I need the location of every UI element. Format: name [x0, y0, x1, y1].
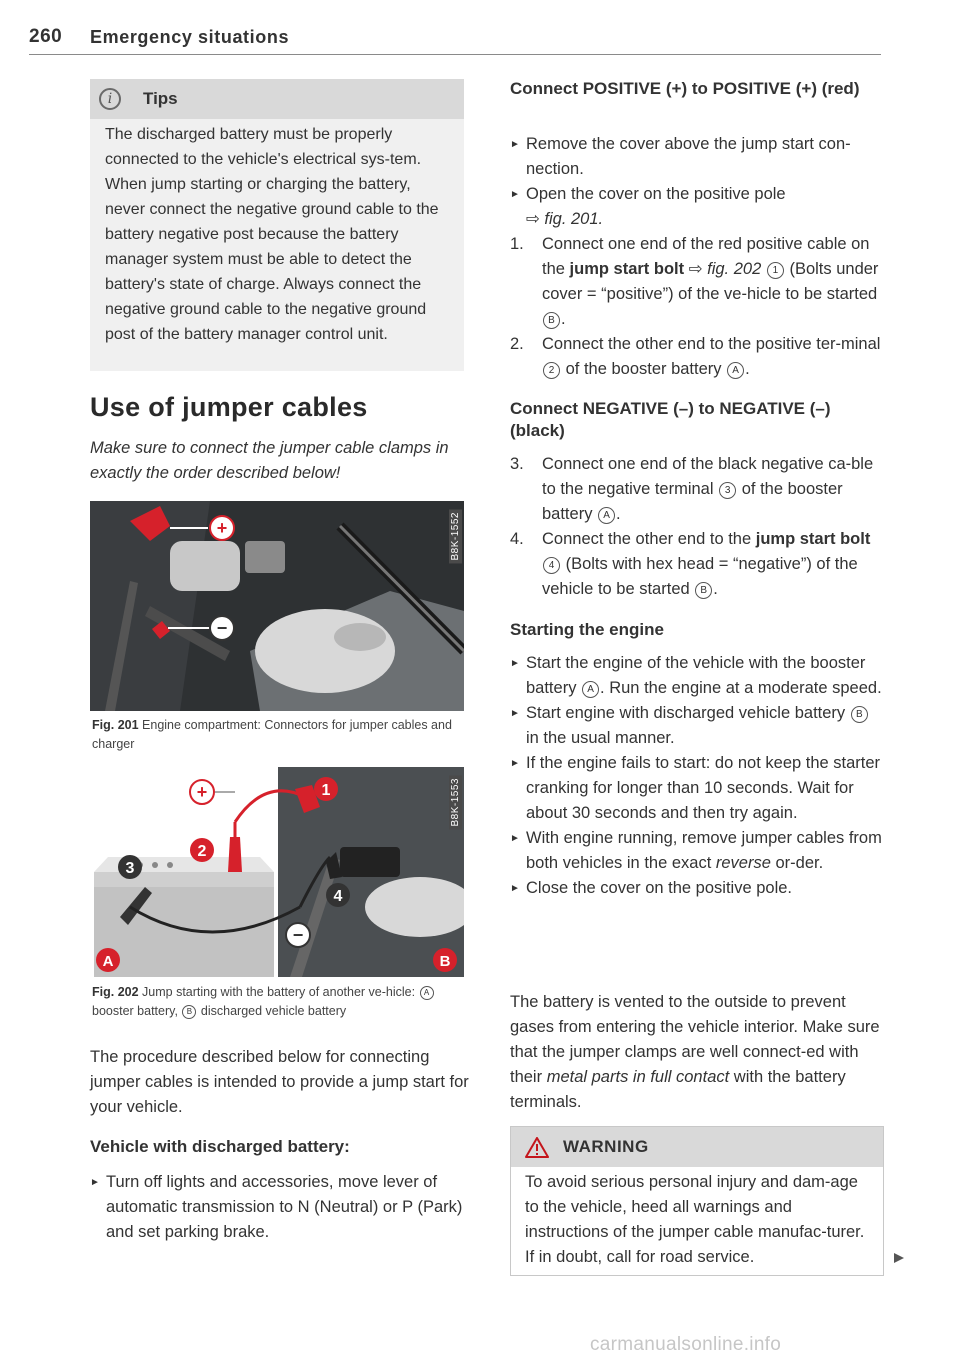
marker-3: 3	[125, 860, 135, 877]
list-item: ► Start engine with discharged vehicle battery B in the usual manner.	[510, 701, 882, 751]
warning-body: To avoid serious personal injury and dam-age to the vehicle, heed all warnings and instructions of the jumper cable manufac-turer. If in doubt, call for road service.	[525, 1173, 865, 1266]
callout-b: B	[182, 1005, 196, 1019]
figure-caption-text: discharged vehicle battery	[200, 1004, 347, 1018]
negative-list	[510, 452, 882, 602]
figure-201-caption	[92, 716, 462, 754]
figure-202-caption	[92, 983, 462, 1021]
starting-heading: Starting the engine	[510, 620, 664, 639]
starting-list	[510, 651, 882, 901]
list-item: 3. Connect one end of the black negative ca-ble to the negative terminal 3 of the booster battery A .	[510, 455, 874, 523]
tips-label: Tips	[143, 89, 178, 108]
callout-b: B	[695, 582, 712, 599]
list-item: 1. Connect one end of the red positive cable on the jump start bolt ⇨ fig. 202 1 (Bolts under cover = “positive”) of the ve-hicle to be started B .	[510, 235, 879, 328]
discharged-heading: Vehicle with discharged battery:	[90, 1137, 350, 1156]
minus-marker: −	[216, 618, 228, 638]
marker-b: B	[439, 953, 451, 970]
figure-code: B8K-1552	[449, 509, 462, 563]
discharged-bullet: ► Turn off lights and accessories, move lever of automatic transmission to N (Neutral) or P (Park) and set parking brake.	[90, 1170, 476, 1245]
figure-202-image	[90, 767, 464, 977]
callout-1: 1	[767, 262, 784, 279]
watermark: carmanualsonline.info	[590, 1334, 782, 1355]
engine-compartment-illustration	[90, 501, 464, 711]
list-item: 4. Connect the other end to the jump start bolt 4 (Bolts with hex head = “negative”) of the vehicle to be started B .	[510, 530, 871, 598]
tips-body: The discharged battery must be properly connected to the vehicle's electrical sys-tem. When jump starting or charging the battery, never connect the negative ground cable to the battery negative post because the battery manager system must be able to detect the battery's state of charge. Always connect the negative ground cable to the negative ground post of the battery manager control unit.	[105, 126, 439, 343]
marker-1: 1	[321, 782, 331, 799]
figure-caption-text: Engine compartment: Connectors for jumper cables and charger	[92, 718, 452, 751]
list-item: ► With engine running, remove jumper cables from both vehicles in the exact reverse or-der.	[510, 826, 882, 876]
callout-b: B	[851, 706, 868, 723]
callout-4: 4	[543, 557, 560, 574]
marker-4: 4	[333, 888, 343, 905]
figure-reference: ⇨ fig. 202	[688, 260, 762, 278]
warning-triangle-icon	[525, 1137, 549, 1158]
minus-marker: −	[292, 925, 304, 945]
callout-a: A	[598, 507, 615, 524]
negative-heading: Connect NEGATIVE (–) to NEGATIVE (–) (black)	[510, 399, 831, 440]
figure-reference: ⇨ fig. 201.	[526, 210, 604, 228]
positive-heading: Connect POSITIVE (+) to POSITIVE (+) (red)	[510, 79, 860, 98]
plus-marker: +	[216, 518, 228, 538]
tips-box	[90, 79, 464, 371]
list-item: ► Remove the cover above the jump start con-nection.	[510, 132, 882, 182]
callout-2: 2	[543, 362, 560, 379]
section-heading: Use of jumper cables	[90, 392, 368, 422]
callout-b: B	[543, 312, 560, 329]
marker-2: 2	[197, 843, 207, 860]
callout-a: A	[582, 681, 599, 698]
positive-list	[510, 132, 882, 382]
figure-caption-text: Jump starting with the battery of another ve-hicle:	[142, 985, 416, 999]
callout-a: A	[727, 362, 744, 379]
section-title: Emergency situations	[90, 27, 290, 47]
marker-a: A	[102, 953, 114, 970]
list-item: 2. Connect the other end to the positive ter-minal 2 of the booster battery A .	[510, 335, 881, 378]
info-icon: i	[99, 88, 121, 110]
callout-a: A	[420, 986, 434, 1000]
figure-code: B8K-1553	[449, 775, 462, 829]
procedure-paragraph: The procedure described below for connecting jumper cables is intended to provide a jump start for your vehicle.	[90, 1048, 469, 1116]
callout-3: 3	[719, 482, 736, 499]
jump-start-illustration	[90, 767, 464, 977]
list-item: ► Close the cover on the positive pole.	[510, 876, 882, 901]
list-item: ► Open the cover on the positive pole ⇨ fig. 201.	[510, 182, 882, 232]
figure-number: Fig. 201	[92, 718, 139, 732]
plus-marker: +	[196, 782, 208, 802]
list-item: ► Start the engine of the vehicle with the booster battery A . Run the engine at a moderate speed.	[510, 651, 882, 701]
warning-label: WARNING	[563, 1137, 649, 1156]
vent-paragraph: The battery is vented to the outside to prevent gases from entering the vehicle interior. Make sure that the jumper clamps are well connect-ed with their metal parts in full contact with the battery terminals.	[510, 993, 880, 1111]
continue-arrow-icon	[893, 1252, 905, 1264]
figure-201-image	[90, 501, 464, 711]
figure-number: Fig. 202	[92, 985, 139, 999]
figure-caption-text: booster battery,	[92, 1004, 178, 1018]
list-item: ► If the engine fails to start: do not keep the starter cranking for longer than 10 seconds. Wait for about 30 seconds and then try again.	[510, 751, 882, 826]
section-intro: Make sure to connect the jumper cable clamps in exactly the order described below!	[90, 439, 449, 482]
warning-box	[510, 1126, 884, 1276]
page-number: 260	[29, 26, 63, 47]
page-header	[29, 24, 881, 55]
